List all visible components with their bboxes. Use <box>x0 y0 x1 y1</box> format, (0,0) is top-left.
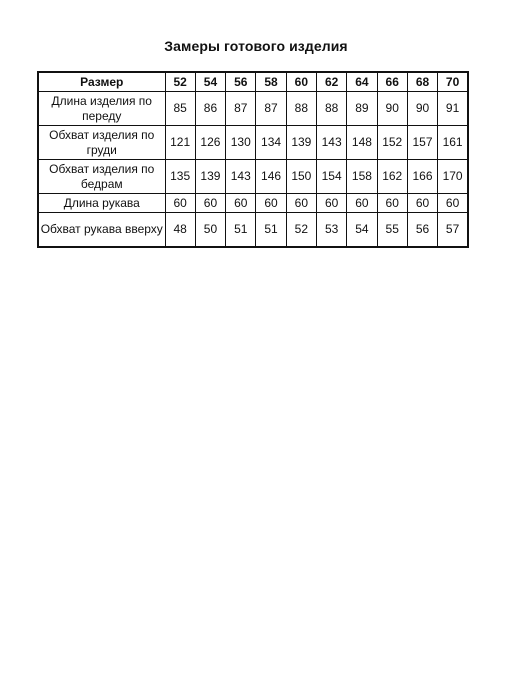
value-cell: 150 <box>286 160 316 194</box>
value-cell: 60 <box>407 194 437 213</box>
value-cell: 53 <box>316 213 346 248</box>
value-cell: 55 <box>377 213 407 248</box>
row-label: Обхват изделия по бедрам <box>38 160 165 194</box>
value-cell: 87 <box>256 92 286 126</box>
header-size-cell: 56 <box>226 72 256 92</box>
header-size-cell: 54 <box>195 72 225 92</box>
value-cell: 121 <box>165 126 195 160</box>
value-cell: 51 <box>226 213 256 248</box>
value-cell: 87 <box>226 92 256 126</box>
value-cell: 54 <box>347 213 377 248</box>
value-cell: 134 <box>256 126 286 160</box>
value-cell: 90 <box>407 92 437 126</box>
row-label: Длина изделия по переду <box>38 92 165 126</box>
value-cell: 60 <box>195 194 225 213</box>
value-cell: 148 <box>347 126 377 160</box>
header-size-cell: 68 <box>407 72 437 92</box>
row-label: Длина рукава <box>38 194 165 213</box>
value-cell: 161 <box>438 126 468 160</box>
header-size-cell: 64 <box>347 72 377 92</box>
table-row <box>38 160 468 194</box>
value-cell: 60 <box>316 194 346 213</box>
value-cell: 166 <box>407 160 437 194</box>
table-row <box>38 126 468 160</box>
header-size-cell: 70 <box>438 72 468 92</box>
value-cell: 146 <box>256 160 286 194</box>
value-cell: 139 <box>286 126 316 160</box>
value-cell: 60 <box>256 194 286 213</box>
value-cell: 60 <box>286 194 316 213</box>
value-cell: 154 <box>316 160 346 194</box>
value-cell: 90 <box>377 92 407 126</box>
value-cell: 157 <box>407 126 437 160</box>
value-cell: 60 <box>438 194 468 213</box>
header-size-cell: 58 <box>256 72 286 92</box>
value-cell: 88 <box>316 92 346 126</box>
value-cell: 50 <box>195 213 225 248</box>
header-size-label: Размер <box>38 72 165 92</box>
value-cell: 56 <box>407 213 437 248</box>
header-size-cell: 66 <box>377 72 407 92</box>
value-cell: 57 <box>438 213 468 248</box>
table-row <box>38 92 468 126</box>
value-cell: 89 <box>347 92 377 126</box>
table-row <box>38 213 468 248</box>
page-title: Замеры готового изделия <box>164 38 348 54</box>
row-label: Обхват изделия по груди <box>38 126 165 160</box>
value-cell: 86 <box>195 92 225 126</box>
value-cell: 60 <box>377 194 407 213</box>
row-label: Обхват рукава вверху <box>38 213 165 248</box>
value-cell: 162 <box>377 160 407 194</box>
table-header-row <box>38 72 468 92</box>
value-cell: 139 <box>195 160 225 194</box>
value-cell: 170 <box>438 160 468 194</box>
value-cell: 143 <box>316 126 346 160</box>
value-cell: 48 <box>165 213 195 248</box>
value-cell: 152 <box>377 126 407 160</box>
header-size-cell: 62 <box>316 72 346 92</box>
value-cell: 60 <box>226 194 256 213</box>
size-chart-table <box>37 71 469 248</box>
value-cell: 130 <box>226 126 256 160</box>
value-cell: 60 <box>347 194 377 213</box>
value-cell: 91 <box>438 92 468 126</box>
header-size-cell: 52 <box>165 72 195 92</box>
value-cell: 52 <box>286 213 316 248</box>
value-cell: 158 <box>347 160 377 194</box>
value-cell: 126 <box>195 126 225 160</box>
header-size-cell: 60 <box>286 72 316 92</box>
value-cell: 85 <box>165 92 195 126</box>
value-cell: 135 <box>165 160 195 194</box>
value-cell: 88 <box>286 92 316 126</box>
value-cell: 51 <box>256 213 286 248</box>
value-cell: 60 <box>165 194 195 213</box>
table-row <box>38 194 468 213</box>
value-cell: 143 <box>226 160 256 194</box>
